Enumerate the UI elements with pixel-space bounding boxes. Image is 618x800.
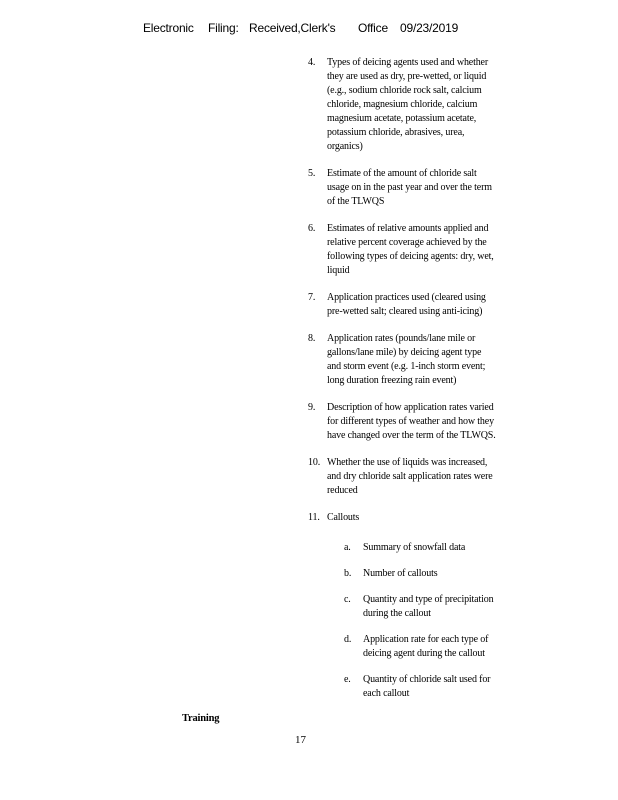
list-item-number: 4.: [308, 57, 316, 68]
numbered-list: [308, 56, 508, 525]
list-item: [308, 456, 508, 498]
list-item: [308, 332, 508, 388]
header-word-filing: Filing:: [208, 21, 239, 35]
list-item: [308, 401, 508, 443]
list-item-number: 7.: [308, 292, 316, 303]
list-item-number: 5.: [308, 168, 316, 179]
header-word-received-clerks: Received,Clerk's: [249, 21, 336, 35]
header-word-electronic: Electronic: [143, 21, 194, 35]
list-item-number: 6.: [308, 223, 316, 234]
list-item-text: Description of how application rates varied for different types of weather and how they have changed over the term of the TLWQS.: [327, 402, 496, 441]
list-item-text: Types of deicing agents used and whether they are used as dry, pre-wetted, or liquid (e.g., sodium chloride rock salt, calcium chloride, magnesium chloride, calcium magnesium acetate, potassium acetate, potassium chloride, abrasives, urea, organics): [327, 57, 489, 152]
list-item-text: Estimates of relative amounts applied and relative percent coverage achieved by the following types of deicing agents: dry, wet, liquid: [327, 223, 494, 276]
sublist-item: [344, 673, 503, 701]
sublist-item: [344, 567, 503, 581]
list-item: [308, 291, 508, 319]
header-date: 09/23/2019: [400, 21, 459, 35]
list-item-text: Whether the use of liquids was increased, and dry chloride salt application rates were reduced: [327, 457, 493, 496]
sublist-item-letter: e.: [344, 674, 351, 685]
sublist-item-letter: a.: [344, 542, 351, 553]
list-item-number: 9.: [308, 402, 316, 413]
sublist-item: [344, 593, 503, 621]
sublist-item-text: Number of callouts: [363, 568, 438, 579]
sublist-item-letter: c.: [344, 594, 351, 605]
sublist-item: [344, 633, 503, 661]
header-word-office: Office: [358, 21, 388, 35]
list-item-text: Application practices used (cleared using pre-wetted salt; cleared using anti-icing): [327, 292, 486, 317]
sublist-item-text: Quantity and type of precipitation during the callout: [363, 594, 494, 619]
sublist-item-letter: b.: [344, 568, 352, 579]
list-item-number: 10.: [308, 457, 321, 468]
sublist-item: [344, 541, 503, 555]
sublist-item-text: Application rate for each type of deicing agent during the callout: [363, 634, 489, 659]
sublist-item-text: Quantity of chloride salt used for each callout: [363, 674, 491, 699]
sublist-item-letter: d.: [344, 634, 352, 645]
list-item-number: 8.: [308, 333, 316, 344]
sublist-item-text: Summary of snowfall data: [363, 542, 466, 553]
list-item: [308, 56, 508, 154]
section-heading-training: Training: [182, 713, 220, 724]
list-item: [308, 222, 508, 278]
list-item-text: Application rates (pounds/lane mile or gallons/lane mile) by deicing agent type and storm event (e.g. 1-inch storm event; long duration freezing rain event): [327, 333, 486, 386]
list-item: [308, 167, 508, 209]
list-item: [308, 511, 508, 525]
list-item-text: Callouts: [327, 512, 360, 523]
list-item-number: 11.: [308, 512, 320, 523]
page-number: 17: [295, 734, 306, 746]
list-item-text: Estimate of the amount of chloride salt usage on in the past year and over the term of the TLWQS: [327, 168, 492, 207]
